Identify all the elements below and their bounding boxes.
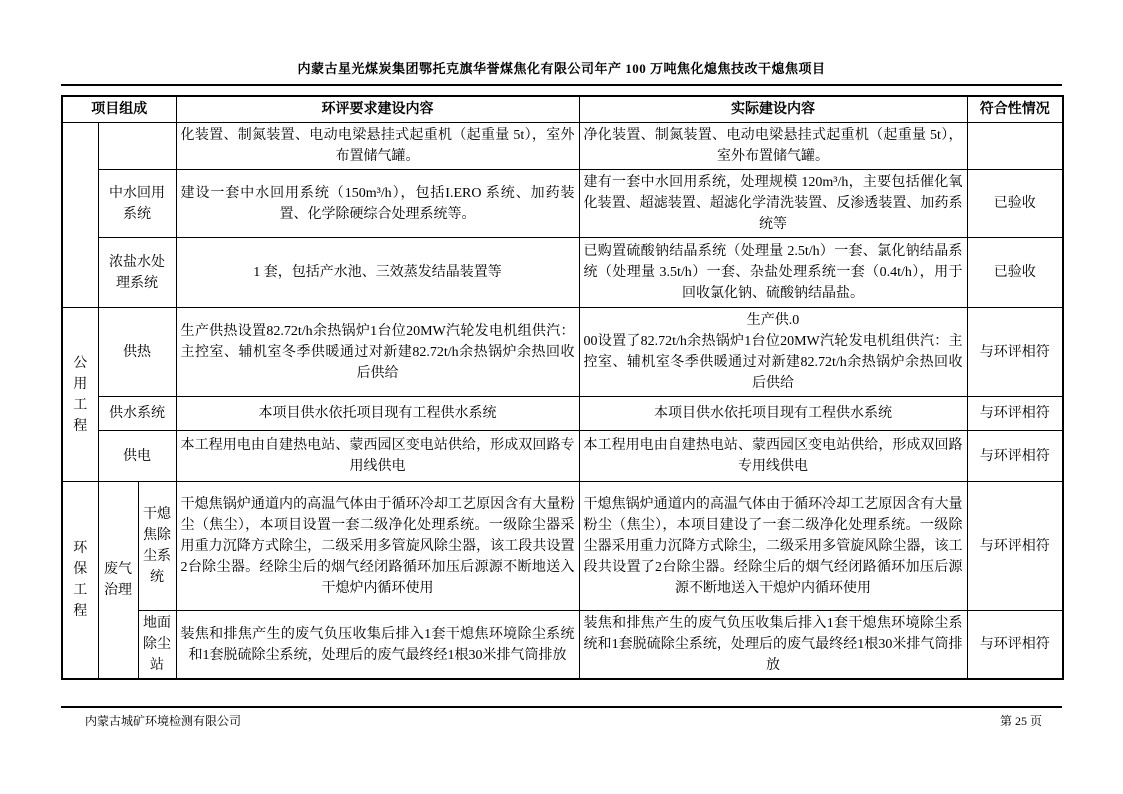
group-environmental-works: 环保工程 bbox=[62, 482, 98, 680]
row2-required: 1 套，包括产水池、三效蒸发结晶装置等 bbox=[176, 238, 579, 308]
row2-compliance: 已验收 bbox=[967, 238, 1063, 308]
row6-compliance: 与环评相符 bbox=[967, 482, 1063, 611]
page-title: 内蒙古星光煤炭集团鄂托克旗华誉煤焦化有限公司年产 100 万吨焦化熄焦技改干熄焦项目 bbox=[297, 61, 826, 76]
group-cell-blank bbox=[62, 123, 98, 308]
footer-company: 内蒙古城矿环境检测有限公司 bbox=[85, 714, 242, 728]
subgroup-waste-gas-treatment: 废气治理 bbox=[98, 482, 138, 680]
row5-compliance: 与环评相符 bbox=[967, 431, 1063, 482]
row6-actual: 干熄焦锅炉通道内的高温气体由于循环冷却工艺原因含有大量粉尘（焦尘），本项目建设了一套二级净化处理系统。一级除尘器采用重力沉降方式除尘，二级采用多管旋风除尘器，该工段共设置了2台除尘器。经除尘后的烟气经闭路循环加压后源源不断地送入干熄炉内循环使用 bbox=[579, 482, 967, 611]
item-power-supply: 供电 bbox=[98, 431, 176, 482]
item-brine-treatment-system: 浓盐水处理系统 bbox=[98, 238, 176, 308]
row3-actual-body: 00设置了82.72t/h余热锅炉1台位20MW汽轮发电机组供汽：主控室、辅机室冬季供暖通过对新建82.72t/h余热锅炉余热回收后供给 bbox=[583, 334, 963, 391]
table-row bbox=[62, 238, 1063, 308]
row0-compliance bbox=[967, 123, 1063, 170]
row6-required: 干熄焦锅炉通道内的高温气体由于循环冷却工艺原因含有大量粉尘（焦尘），本项目设置一套二级净化处理系统。一级除尘器采用重力沉降方式除尘，二级采用多管旋风除尘器，该工段共设置2台除尘器。经除尘后的烟气经闭路循环加压后源源不断地送入干熄炉内循环使用 bbox=[176, 482, 579, 611]
row7-required: 装焦和排焦产生的废气负压收集后排入1套干熄焦环境除尘系统和1套脱硫除尘系统，处理后的废气最终经1根30米排气筒排放 bbox=[176, 611, 579, 680]
compliance-table bbox=[61, 95, 1064, 680]
row5-actual: 本工程用电由自建热电站、蒙西园区变电站供给，形成双回路专用线供电 bbox=[579, 431, 967, 482]
item-water-supply-system: 供水系统 bbox=[98, 397, 176, 431]
row3-actual bbox=[579, 308, 967, 397]
row5-required: 本工程用电由自建热电站、蒙西园区变电站供给，形成双回路专用线供电 bbox=[176, 431, 579, 482]
table-row bbox=[62, 170, 1063, 238]
header-actual-built: 实际建设内容 bbox=[579, 96, 967, 123]
header-compliance: 符合性情况 bbox=[967, 96, 1063, 123]
table-row bbox=[62, 308, 1063, 397]
header-project-component: 项目组成 bbox=[62, 96, 176, 123]
table-row bbox=[62, 611, 1063, 680]
row1-actual: 建有一套中水回用系统，处理规模 120m³/h，主要包括催化氧化装置、超滤装置、超滤化学清洗装置、反渗透装置、加药系统等 bbox=[579, 170, 967, 238]
row1-required: 建设一套中水回用系统（150m³/h），包括I.ERO 系统、加药装置、化学除硬综合处理系统等。 bbox=[176, 170, 579, 238]
item-cell-blank bbox=[98, 123, 176, 170]
row3-required: 生产供热设置82.72t/h余热锅炉1台位20MW汽轮发电机组供汽：主控室、辅机室冬季供暖通过对新建82.72t/h余热锅炉余热回收后供给 bbox=[176, 308, 579, 397]
footer-divider bbox=[61, 706, 1062, 708]
row2-actual: 已购置硫酸钠结晶系统（处理量 2.5t/h）一套、氯化钠结晶系统（处理量 3.5t/h）一套、杂盐处理系统一套（0.4t/h），用于回收氯化钠、硫酸钠结晶盐。 bbox=[579, 238, 967, 308]
row7-actual: 装焦和排焦产生的废气负压收集后排入1套干熄焦环境除尘系统和1套脱硫除尘系统，处理后的废气最终经1根30米排气筒排放 bbox=[579, 611, 967, 680]
table-row bbox=[62, 397, 1063, 431]
row4-compliance: 与环评相符 bbox=[967, 397, 1063, 431]
row4-actual: 本项目供水依托项目现有工程供水系统 bbox=[579, 397, 967, 431]
item-ground-dedusting-station: 地面除尘站 bbox=[138, 611, 176, 680]
row1-compliance: 已验收 bbox=[967, 170, 1063, 238]
row7-compliance: 与环评相符 bbox=[967, 611, 1063, 680]
footer-page-number: 第 25 页 bbox=[999, 714, 1042, 728]
table-row bbox=[62, 482, 1063, 611]
title-divider bbox=[61, 84, 1062, 86]
header-eia-required: 环评要求建设内容 bbox=[176, 96, 579, 123]
item-heat-supply: 供热 bbox=[98, 308, 176, 397]
row0-actual: 净化装置、制氮装置、电动电梁悬挂式起重机（起重量 5t），室外布置储气罐。 bbox=[579, 123, 967, 170]
row0-required: 化装置、制氮装置、电动电梁悬挂式起重机（起重量 5t），室外布置储气罐。 bbox=[176, 123, 579, 170]
table-row bbox=[62, 431, 1063, 482]
table-row bbox=[62, 123, 1063, 170]
row3-compliance: 与环评相符 bbox=[967, 308, 1063, 397]
group-public-works: 公用工程 bbox=[62, 308, 98, 482]
row4-required: 本项目供水依托项目现有工程供水系统 bbox=[176, 397, 579, 431]
table-header-row bbox=[62, 96, 1063, 123]
row3-actual-line1: 生产供.0 bbox=[746, 313, 800, 328]
item-cdq-dedusting-system: 干熄焦除尘系统 bbox=[138, 482, 176, 611]
item-reclaimed-water-system: 中水回用系统 bbox=[98, 170, 176, 238]
